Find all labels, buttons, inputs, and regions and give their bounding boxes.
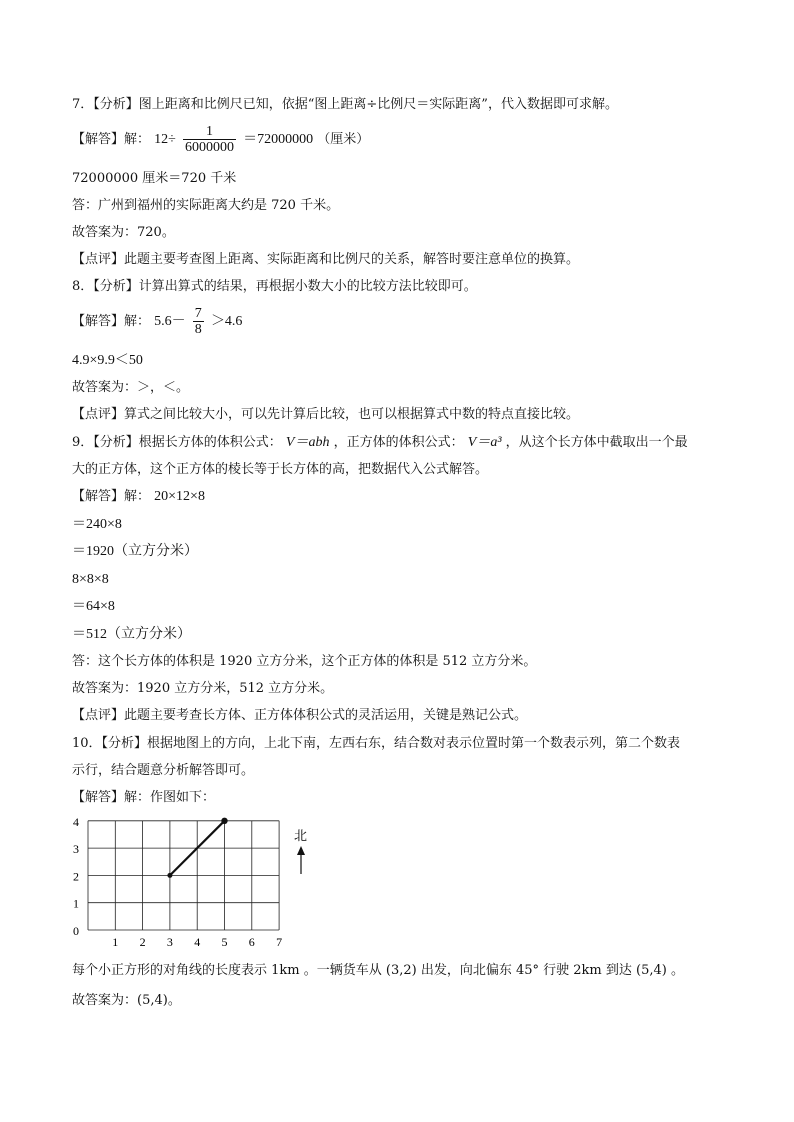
q7-expr-b: ＝72000000 <box>243 132 314 147</box>
q9-step3: ＝1920（立方分米） <box>72 544 198 559</box>
q10-analysis-line1: 10．【分析】根据地图上的方向，上北下南，左西右东，结合数对表示位置时第一个数表示列，第二个数表 <box>72 736 681 751</box>
y-tick-label: 4 <box>73 814 79 829</box>
y-tick-label: 1 <box>73 896 79 911</box>
x-tick-label: 1 <box>112 935 119 949</box>
y-tick-label: 3 <box>73 842 79 857</box>
q8-expr-a: 5.6－ <box>154 314 186 329</box>
q9-analysis-text-c: ，从这个长方体中截取出一个最 <box>505 435 688 450</box>
end-point <box>221 818 227 824</box>
q7-unit: （厘米） <box>317 132 370 147</box>
q7-expr-a: 12÷ <box>154 132 176 147</box>
coordinate-grid <box>60 812 330 957</box>
q9-comment: 【点评】此题主要考查长方体、正方体体积公式的灵活运用，关键是熟记公式。 <box>72 708 528 723</box>
q9-step5: ＝64×8 <box>72 599 115 614</box>
cube-volume-formula: V＝a³ <box>467 435 502 450</box>
q9-step2: ＝240×8 <box>72 517 122 532</box>
q8-comparison: 4.9×9.9＜50 <box>72 353 143 368</box>
q9-answer-line <box>72 488 205 506</box>
x-tick-label: 2 <box>139 935 146 949</box>
q9-conclusion: 答：这个长方体的体积是 1920 立方分米，这个正方体的体积是 512 立方分米。 <box>72 654 537 669</box>
y-tick-label: 0 <box>73 924 79 938</box>
fraction-numerator: 1 <box>183 124 236 140</box>
start-point <box>167 873 172 878</box>
q9-final-answer: 故答案为：1920 立方分米，512 立方分米。 <box>72 681 334 696</box>
answer-prefix: 【解答】解： <box>72 132 151 147</box>
x-tick-label: 7 <box>276 935 283 949</box>
q9-analysis-line1 <box>72 434 688 452</box>
q7-analysis: 7．【分析】图上距离和比例尺已知，依据“图上距离÷比例尺＝实际距离”，代入数据即可求解。 <box>72 97 618 112</box>
q10-final-answer: 故答案为：(5,4)。 <box>72 993 181 1008</box>
x-tick-label: 4 <box>194 935 201 949</box>
q9-analysis-text-b: ，正方体的体积公式： <box>333 435 464 450</box>
q7-conversion: 72000000 厘米＝720 千米 <box>72 171 237 186</box>
fraction-numerator: 7 <box>194 306 202 321</box>
q10-note: 每个小正方形的对角线的长度表示 1km 。一辆货车从 (3,2) 出发，向北偏东 45° 行驶 2km 到达 (5,4) 。 <box>72 963 684 978</box>
q8-expr-b: ＞4.6 <box>210 314 243 329</box>
q7-comment: 【点评】此题主要考查图上距离、实际距离和比例尺的关系，解答时要注意单位的换算。 <box>72 252 580 267</box>
q9-step4: 8×8×8 <box>72 572 109 587</box>
q10-answer: 【解答】解：作图如下： <box>72 790 216 805</box>
q7-answer-line <box>72 124 369 155</box>
tick-labels <box>73 815 282 949</box>
north-label: 北 <box>294 829 308 844</box>
q9-analysis-line2: 大的正方体，这个正方体的棱长等于长方体的高，把数据代入公式解答。 <box>72 462 489 477</box>
x-tick-label: 3 <box>166 935 173 949</box>
q8-answer-line <box>72 306 242 337</box>
q8-analysis: 8．【分析】计算出算式的结果，再根据小数大小的比较方法比较即可。 <box>72 279 477 294</box>
q9-step1: 20×12×8 <box>154 489 205 504</box>
x-tick-label: 5 <box>221 935 228 949</box>
q7-fraction <box>183 124 236 155</box>
fraction-denominator: 6000000 <box>184 140 234 155</box>
answer-prefix: 【解答】解： <box>72 314 151 329</box>
x-tick-label: 6 <box>248 935 255 949</box>
q8-final-answer: 故答案为：＞，＜。 <box>72 380 190 395</box>
q9-analysis-text-a: 9．【分析】根据长方体的体积公式： <box>72 435 282 450</box>
q10-analysis-line2: 示行，结合题意分析解答即可。 <box>72 763 255 778</box>
y-tick-label: 2 <box>73 869 79 884</box>
north-arrow-icon <box>297 846 305 874</box>
cuboid-volume-formula: V＝abh <box>285 435 330 450</box>
q9-step6: ＝512（立方分米） <box>72 627 191 642</box>
fraction-denominator: 8 <box>194 322 202 337</box>
q8-comment: 【点评】算式之间比较大小，可以先计算后比较，也可以根据算式中数的特点直接比较。 <box>72 407 580 422</box>
grid-lines <box>88 821 279 930</box>
q7-conclusion: 答：广州到福州的实际距离大约是 720 千米。 <box>72 198 340 213</box>
q8-fraction <box>193 306 204 337</box>
q7-final-answer: 故答案为：720。 <box>72 225 175 240</box>
answer-prefix: 【解答】解： <box>72 489 151 504</box>
